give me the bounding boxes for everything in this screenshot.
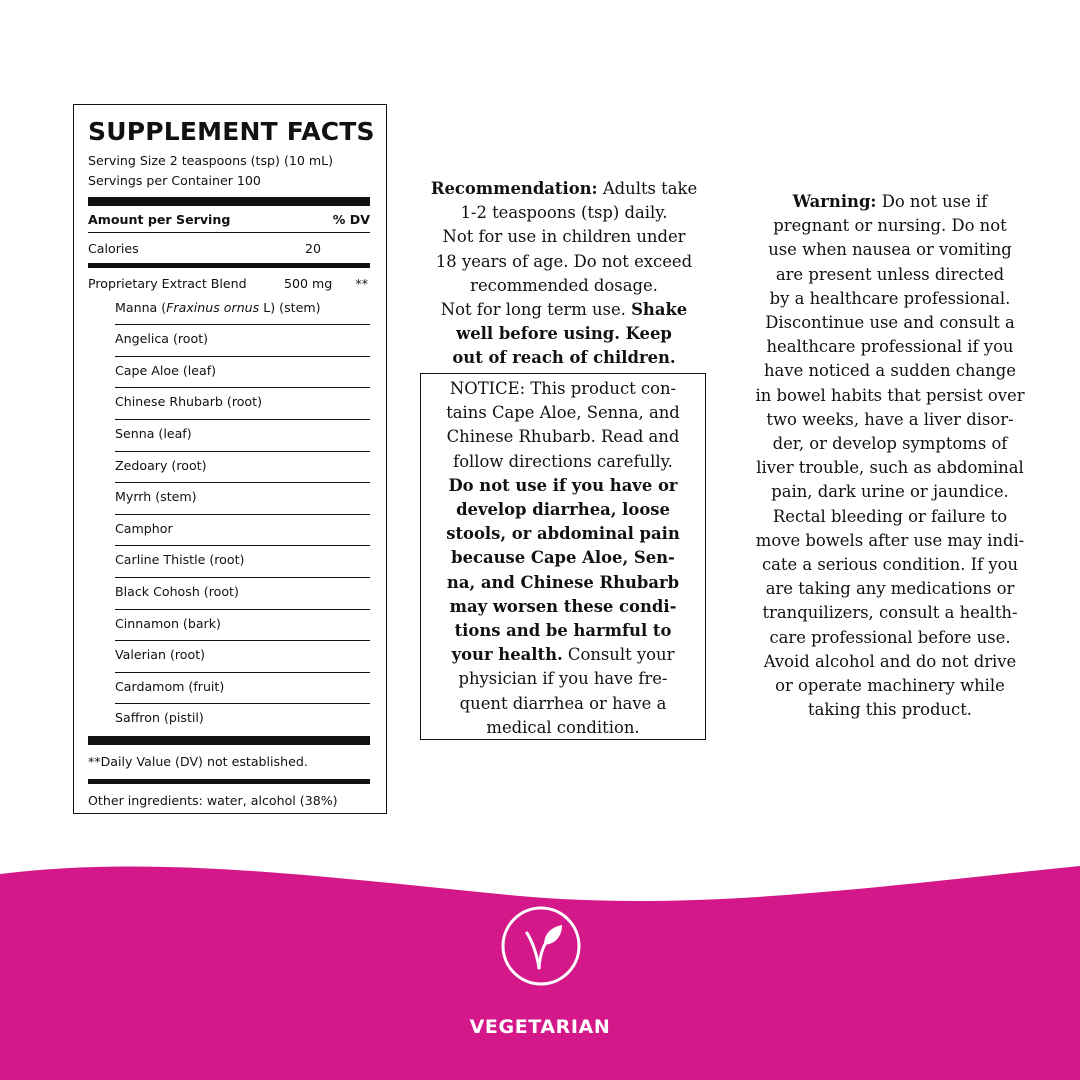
notice-bold-line: stools, or abdominal pain [446, 524, 680, 544]
recommendation-line: 1-2 teaspoons (tsp) daily. [460, 203, 668, 223]
ingredient-row-manna [115, 298, 370, 325]
warning-line: pain, dark urine or jaundice. [771, 482, 1009, 502]
notice-bold-line: may worsen these condi- [449, 596, 677, 616]
warning-line: Do not use if [876, 192, 988, 211]
leaf-sprout-icon [500, 905, 582, 987]
warning-line: two weeks, have a liver disor- [766, 409, 1014, 429]
warning-line: cate a serious condition. If you [761, 555, 1019, 575]
dv-footnote: **Daily Value (DV) not established. [88, 754, 308, 770]
ingredient-row: Myrrh (stem) [115, 483, 370, 515]
recommendation-line: Not for use in children under [442, 227, 686, 247]
ingredient-row: Cape Aloe (leaf) [115, 357, 370, 389]
supplement-facts-panel [73, 104, 387, 814]
divider-thick [88, 197, 370, 206]
recommendation-bold-line: well before using. Keep [456, 324, 672, 344]
recommendation-line: Not for long term use. [440, 300, 632, 320]
blend-row [88, 268, 370, 298]
warning-line: move bowels after use may indi- [755, 530, 1025, 550]
ingredient-row: Chinese Rhubarb (root) [115, 388, 370, 420]
recommendation-heading: Recommendation: [430, 179, 598, 198]
warning-line: use when nausea or vomiting [768, 240, 1012, 260]
ingredient-row: Saffron (pistil) [115, 710, 204, 726]
notice-line: tains Cape Aloe, Senna, and [446, 403, 680, 423]
warning-line: care professional before use. [769, 627, 1011, 647]
ingredient-list [88, 325, 370, 736]
notice-line: medical condition. [486, 717, 640, 737]
ingredient-row: Cinnamon (bark) [115, 610, 370, 642]
recommendation-line: 18 years of age. Do not exceed [435, 251, 693, 271]
notice-line: Consult your [562, 645, 675, 665]
warning-line: tranquilizers, consult a health- [762, 603, 1018, 623]
servings-per-container: Servings per Container 100 [88, 173, 261, 188]
dv-header: % DV [332, 211, 370, 227]
warning-line: pregnant or nursing. Do not [773, 216, 1007, 236]
warning-line: Discontinue use and consult a [765, 313, 1015, 333]
ingredient-row: Camphor [115, 515, 370, 547]
manna-scientific-name: Fraxinus ornus [166, 300, 260, 316]
ingredient-row: Zedoary (root) [115, 452, 370, 484]
notice-bold-line: your health. [451, 645, 563, 665]
warning-line: in bowel habits that persist over [755, 385, 1025, 405]
amount-header-row [88, 206, 370, 232]
ingredient-row: Angelica (root) [115, 325, 370, 357]
notice-line: follow directions carefully. [453, 451, 673, 471]
blend-dv: ** [355, 275, 368, 291]
warning-line: are present unless directed [775, 264, 1005, 284]
warning-line: healthcare professional if you [766, 337, 1014, 357]
ingredient-row: Carline Thistle (root) [115, 546, 370, 578]
calories-label: Calories [88, 240, 139, 256]
amount-per-serving-label: Amount per Serving [88, 211, 231, 227]
warning-heading: Warning: [792, 192, 877, 211]
blend-amount: 500 mg [284, 275, 333, 291]
warning-line: are taking any medications or [765, 579, 1015, 599]
recommendation-bold-line: out of reach of children. [452, 348, 676, 368]
notice-bold-line: Do not use if you have or [448, 475, 678, 495]
ingredient-row: Cardamom (fruit) [115, 673, 370, 705]
vegetarian-label: VEGETARIAN [469, 1016, 611, 1038]
manna-prefix: Manna ( [115, 300, 167, 316]
warning-line: taking this product. [807, 700, 973, 720]
notice-bold-line: develop diarrhea, loose [456, 500, 670, 520]
notice-bold-line: na, and Chinese Rhubarb [446, 572, 680, 592]
ingredient-row: Senna (leaf) [115, 420, 370, 452]
notice-bold-line: because Cape Aloe, Sen- [451, 548, 675, 568]
notice-line: NOTICE: This product con- [449, 379, 677, 398]
recommendation-bold-line: Shake [631, 300, 688, 320]
blend-label: Proprietary Extract Blend [88, 275, 247, 291]
recommendation-line: recommended dosage. [470, 275, 658, 295]
calories-value: 20 [305, 240, 322, 256]
warning-text [740, 190, 1040, 722]
serving-size: Serving Size 2 teaspoons (tsp) (10 mL) [88, 153, 334, 168]
facts-title: SUPPLEMENT FACTS [88, 117, 375, 146]
warning-line: Avoid alcohol and do not drive [763, 651, 1017, 671]
other-ingredients: Other ingredients: water, alcohol (38%) [88, 793, 338, 809]
notice-line: physician if you have fre- [458, 669, 668, 689]
notice-line: Chinese Rhubarb. Read and [446, 427, 680, 447]
warning-line: liver trouble, such as abdominal [756, 458, 1024, 478]
manna-suffix: L) (stem) [259, 300, 321, 316]
divider-thick-bottom [88, 736, 370, 745]
ingredient-row: Valerian (root) [115, 641, 370, 673]
warning-line: der, or develop symptoms of [772, 434, 1008, 454]
notice-box [420, 373, 706, 740]
warning-line: Rectal bleeding or failure to [772, 506, 1008, 526]
recommendation-text [408, 177, 720, 371]
ingredient-row: Black Cohosh (root) [115, 578, 370, 610]
calories-row [88, 233, 370, 263]
warning-line: by a healthcare professional. [769, 288, 1011, 308]
notice-bold-line: tions and be harmful to [454, 621, 672, 641]
warning-line: or operate machinery while [775, 676, 1005, 696]
warning-line: have noticed a sudden change [764, 361, 1016, 381]
recommendation-line: Adults take [597, 179, 698, 198]
notice-line: quent diarrhea or have a [459, 693, 667, 713]
